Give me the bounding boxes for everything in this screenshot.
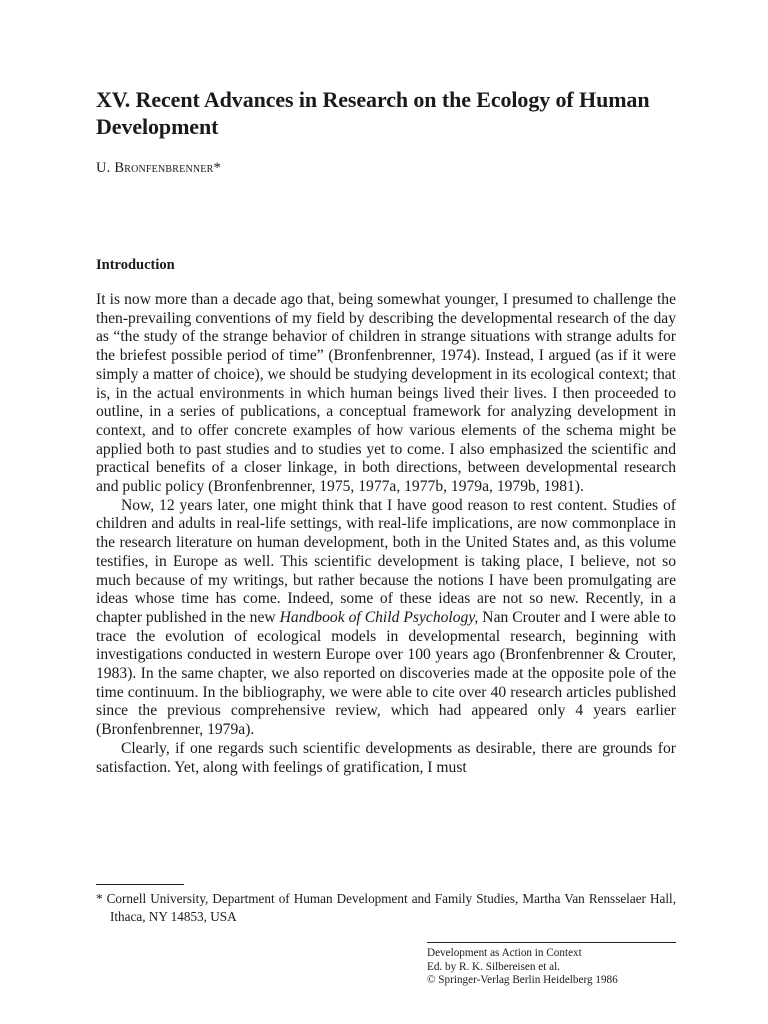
imprint-box: [427, 942, 676, 988]
paragraph-text: It is now more than a decade ago that, being somewhat younger, I presumed to challenge the then-prevailing conventions of my field by describing the developmental research of the day as “the study of the strange behavior of children in strange situations with strange adults for the briefest possible period of time” (Bronfenbrenner, 1974). Instead, I argued (as if it were simply a matter of choice), we should be studying development in its ecological context; that is, in the actual environments in which human beings lived their lives. I then proceeded to outline, in a series of publications, a conceptual framework for analyzing development in context, and to offer concrete examples of how various elements of the schema might be applied both to past studies and to studies yet to come. I also emphasized the scientific and practical benefits of a closer linkage, in both directions, between developmental research and public policy (Bronfenbrenner, 1975, 1977a, 1977b, 1979a, 1979b, 1981).: [96, 291, 676, 496]
section-heading: Introduction: [96, 257, 175, 273]
paragraph-text: Clearly, if one regards such scientific developments as desirable, there are grounds for satisfaction. Yet, along with feelings of gratification, I must: [96, 739, 676, 776]
imprint-line-3: © Springer-Verlag Berlin Heidelberg 1986: [427, 974, 618, 987]
imprint-line-2: Ed. by R. K. Silbereisen et al.: [427, 960, 560, 973]
paragraph-text: Now, 12 years later, one might think that I have good reason to rest content. Studies of children and adults in real-life settings, with real-life implications, are now commonplace in the research literature on human development, both in the United States and, as this volume testifies, in Europe as well. This scientific development is taking place, I believe, not so much because of my writings, but rather because the notions I have been promulgating are ideas whose time has come. Indeed, some of these ideas are not so new. Recently, in a chapter published in the new: [96, 496, 676, 626]
body-paragraph: [96, 497, 676, 740]
footnote-rule: [96, 884, 184, 885]
chapter-title: XV. Recent Advances in Research on the Ecology of Human Development: [96, 87, 650, 139]
author-line: [96, 160, 676, 177]
body-paragraph: [96, 291, 676, 497]
page: [96, 86, 676, 987]
body-text: [96, 291, 676, 777]
italic-citation: Handbook of Child Psychology,: [279, 608, 479, 626]
paragraph-text: Nan Crouter and I were able to trace the evolution of ecological models in developmental research, beginning with investigations conducted in western Europe over 100 years ago (Bronfenbrenner & Crouter, 1983). In the same chapter, we also reported on discoveries made at the opposite pole of the time continuum. In the bibliography, we were able to cite over 40 research articles published since the previous comprehensive review, which had appeared only 4 years earlier (Bronfenbrenner, 1979a).: [96, 608, 676, 739]
footnote: * Cornell University, Department of Human Development and Family Studies, Martha Van Rensselaer Hall, Ithaca, NY 14853, USA: [96, 891, 676, 924]
body-paragraph: [96, 740, 676, 777]
imprint-line-1: Development as Action in Context: [427, 947, 582, 959]
author-surname: Bronfenbrenner*: [114, 160, 221, 176]
author-initial: U.: [96, 160, 115, 176]
